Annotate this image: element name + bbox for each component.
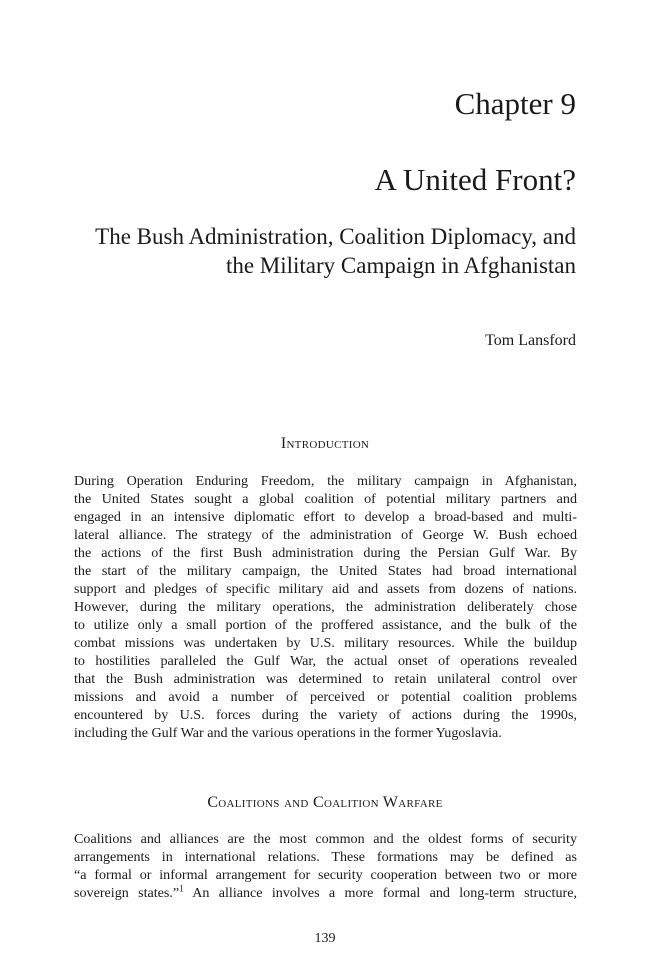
coalitions-paragraph	[74, 830, 577, 902]
text-line: engaged in an intensive diplomatic effort to develop a broad-based and multi-	[74, 509, 577, 525]
text-line: Coalitions and alliances are the most common and the oldest forms of security	[74, 831, 577, 847]
author-name: Tom Lansford	[485, 332, 576, 349]
subtitle-line: The Bush Administration, Coalition Diplomacy, and	[95, 224, 576, 249]
section-heading-coalitions: Coalitions and Coalition Warfare	[207, 794, 443, 811]
text-segment: An alliance involves a more formal and long-term structure,	[183, 885, 577, 901]
text-line: to utilize only a small portion of the proffered assistance, and the bulk of the	[74, 617, 577, 633]
introduction-paragraph	[74, 472, 577, 742]
text-line: including the Gulf War and the various operations in the former Yugoslavia.	[74, 725, 502, 741]
text-line: However, during the military operations, the administration deliberately chose	[74, 599, 577, 615]
text-line: missions and avoid a number of perceived or potential coalition problems	[74, 689, 577, 705]
text-line: combat missions was undertaken by U.S. military resources. While the buildup	[74, 635, 577, 651]
text-line: lateral alliance. The strategy of the administration of George W. Bush echoed	[74, 527, 577, 543]
text-line: to hostilities paralleled the Gulf War, the actual onset of operations revealed	[74, 653, 577, 669]
text-line: the start of the military campaign, the United States had broad international	[74, 563, 577, 579]
subtitle-line: the Military Campaign in Afghanistan	[225, 253, 576, 278]
footnote-marker[interactable]: 1	[179, 883, 184, 894]
text-line: support and pledges of specific military aid and assets from dozens of nations.	[74, 581, 577, 597]
page-number: 139	[314, 931, 336, 946]
text-line-with-footnote	[74, 884, 577, 902]
text-line: arrangements in international relations. These formations may be defined as	[74, 849, 577, 865]
chapter-title: A United Front?	[374, 162, 576, 197]
text-line: During Operation Enduring Freedom, the military campaign in Afghanistan,	[74, 473, 577, 489]
text-line: “a formal or informal arrangement for security cooperation between two or more	[74, 867, 577, 883]
text-segment: sovereign states.”	[74, 885, 180, 901]
text-line: encountered by U.S. forces during the variety of actions during the 1990s,	[74, 707, 577, 723]
text-line: that the Bush administration was determined to retain unilateral control over	[74, 671, 577, 687]
text-line: the United States sought a global coalition of potential military partners and	[74, 491, 577, 507]
chapter-subtitle	[40, 222, 576, 280]
section-heading-introduction: Introduction	[280, 435, 370, 452]
text-line: the actions of the first Bush administration during the Persian Gulf War. By	[74, 545, 577, 561]
chapter-number: Chapter 9	[454, 86, 576, 121]
